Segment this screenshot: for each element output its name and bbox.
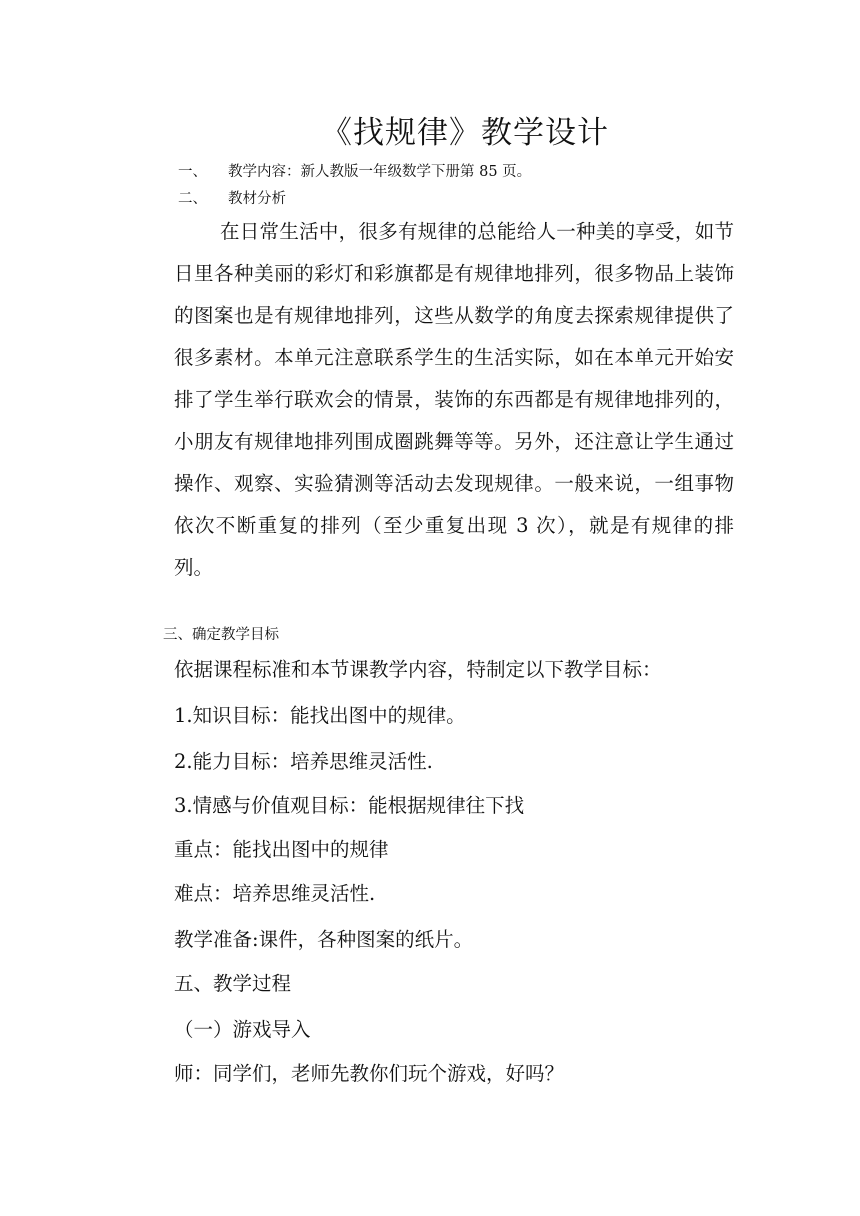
section-2-line bbox=[178, 187, 286, 208]
difficulty: 难点：培养思维灵活性. bbox=[174, 882, 376, 905]
section-3-heading: 三、确定教学目标 bbox=[163, 627, 279, 643]
analysis-paragraph: 在日常生活中，很多有规律的总能给人一种美的享受，如节日里各种美丽的彩灯和彩旗都是有规律地排列，很多物品上装饰的图案也是有规律地排列，这些从数学的角度去探索规律提供了很多素材。本单元注意联系学生的生活实际，如在本单元开始安排了学生举行联欢会的情景，装饰的东西都是有规律地排列的，小朋友有规律地排列围成圈跳舞等等。另外，还注意让学生通过操作、观察、实验猜测等活动去发现规律。一般来说，一组事物依次不断重复的排列（至少重复出现 3 次），就是有规律的排列。 bbox=[174, 220, 734, 579]
document-title: 《找规律》教学设计 bbox=[321, 115, 609, 151]
preparation: 教学准备:课件，各种图案的纸片。 bbox=[174, 928, 474, 951]
objective-1: 1.知识目标：能找出图中的规律。 bbox=[174, 704, 466, 727]
section-2-text: 教材分析 bbox=[228, 191, 286, 207]
objectives-intro: 依据课程标准和本节课教学内容，特制定以下教学目标： bbox=[174, 658, 662, 681]
key-point: 重点：能找出图中的规律 bbox=[174, 838, 389, 861]
section-1-text: 教学内容：新人教版一年级数学下册第 85 页。 bbox=[228, 164, 532, 180]
teacher-line: 师：同学们，老师先教你们玩个游戏，好吗？ bbox=[174, 1062, 565, 1085]
section-1-line bbox=[178, 160, 531, 181]
section-1-number: 一、 bbox=[178, 164, 207, 180]
section-2-number: 二、 bbox=[178, 191, 207, 207]
objective-3: 3.情感与价值观目标：能根据规律往下找 bbox=[174, 794, 525, 817]
section-5-heading: 五、教学过程 bbox=[174, 972, 292, 995]
objective-2: 2.能力目标：培养思维灵活性. bbox=[174, 750, 433, 773]
step-1-heading: （一）游戏导入 bbox=[174, 1018, 311, 1041]
